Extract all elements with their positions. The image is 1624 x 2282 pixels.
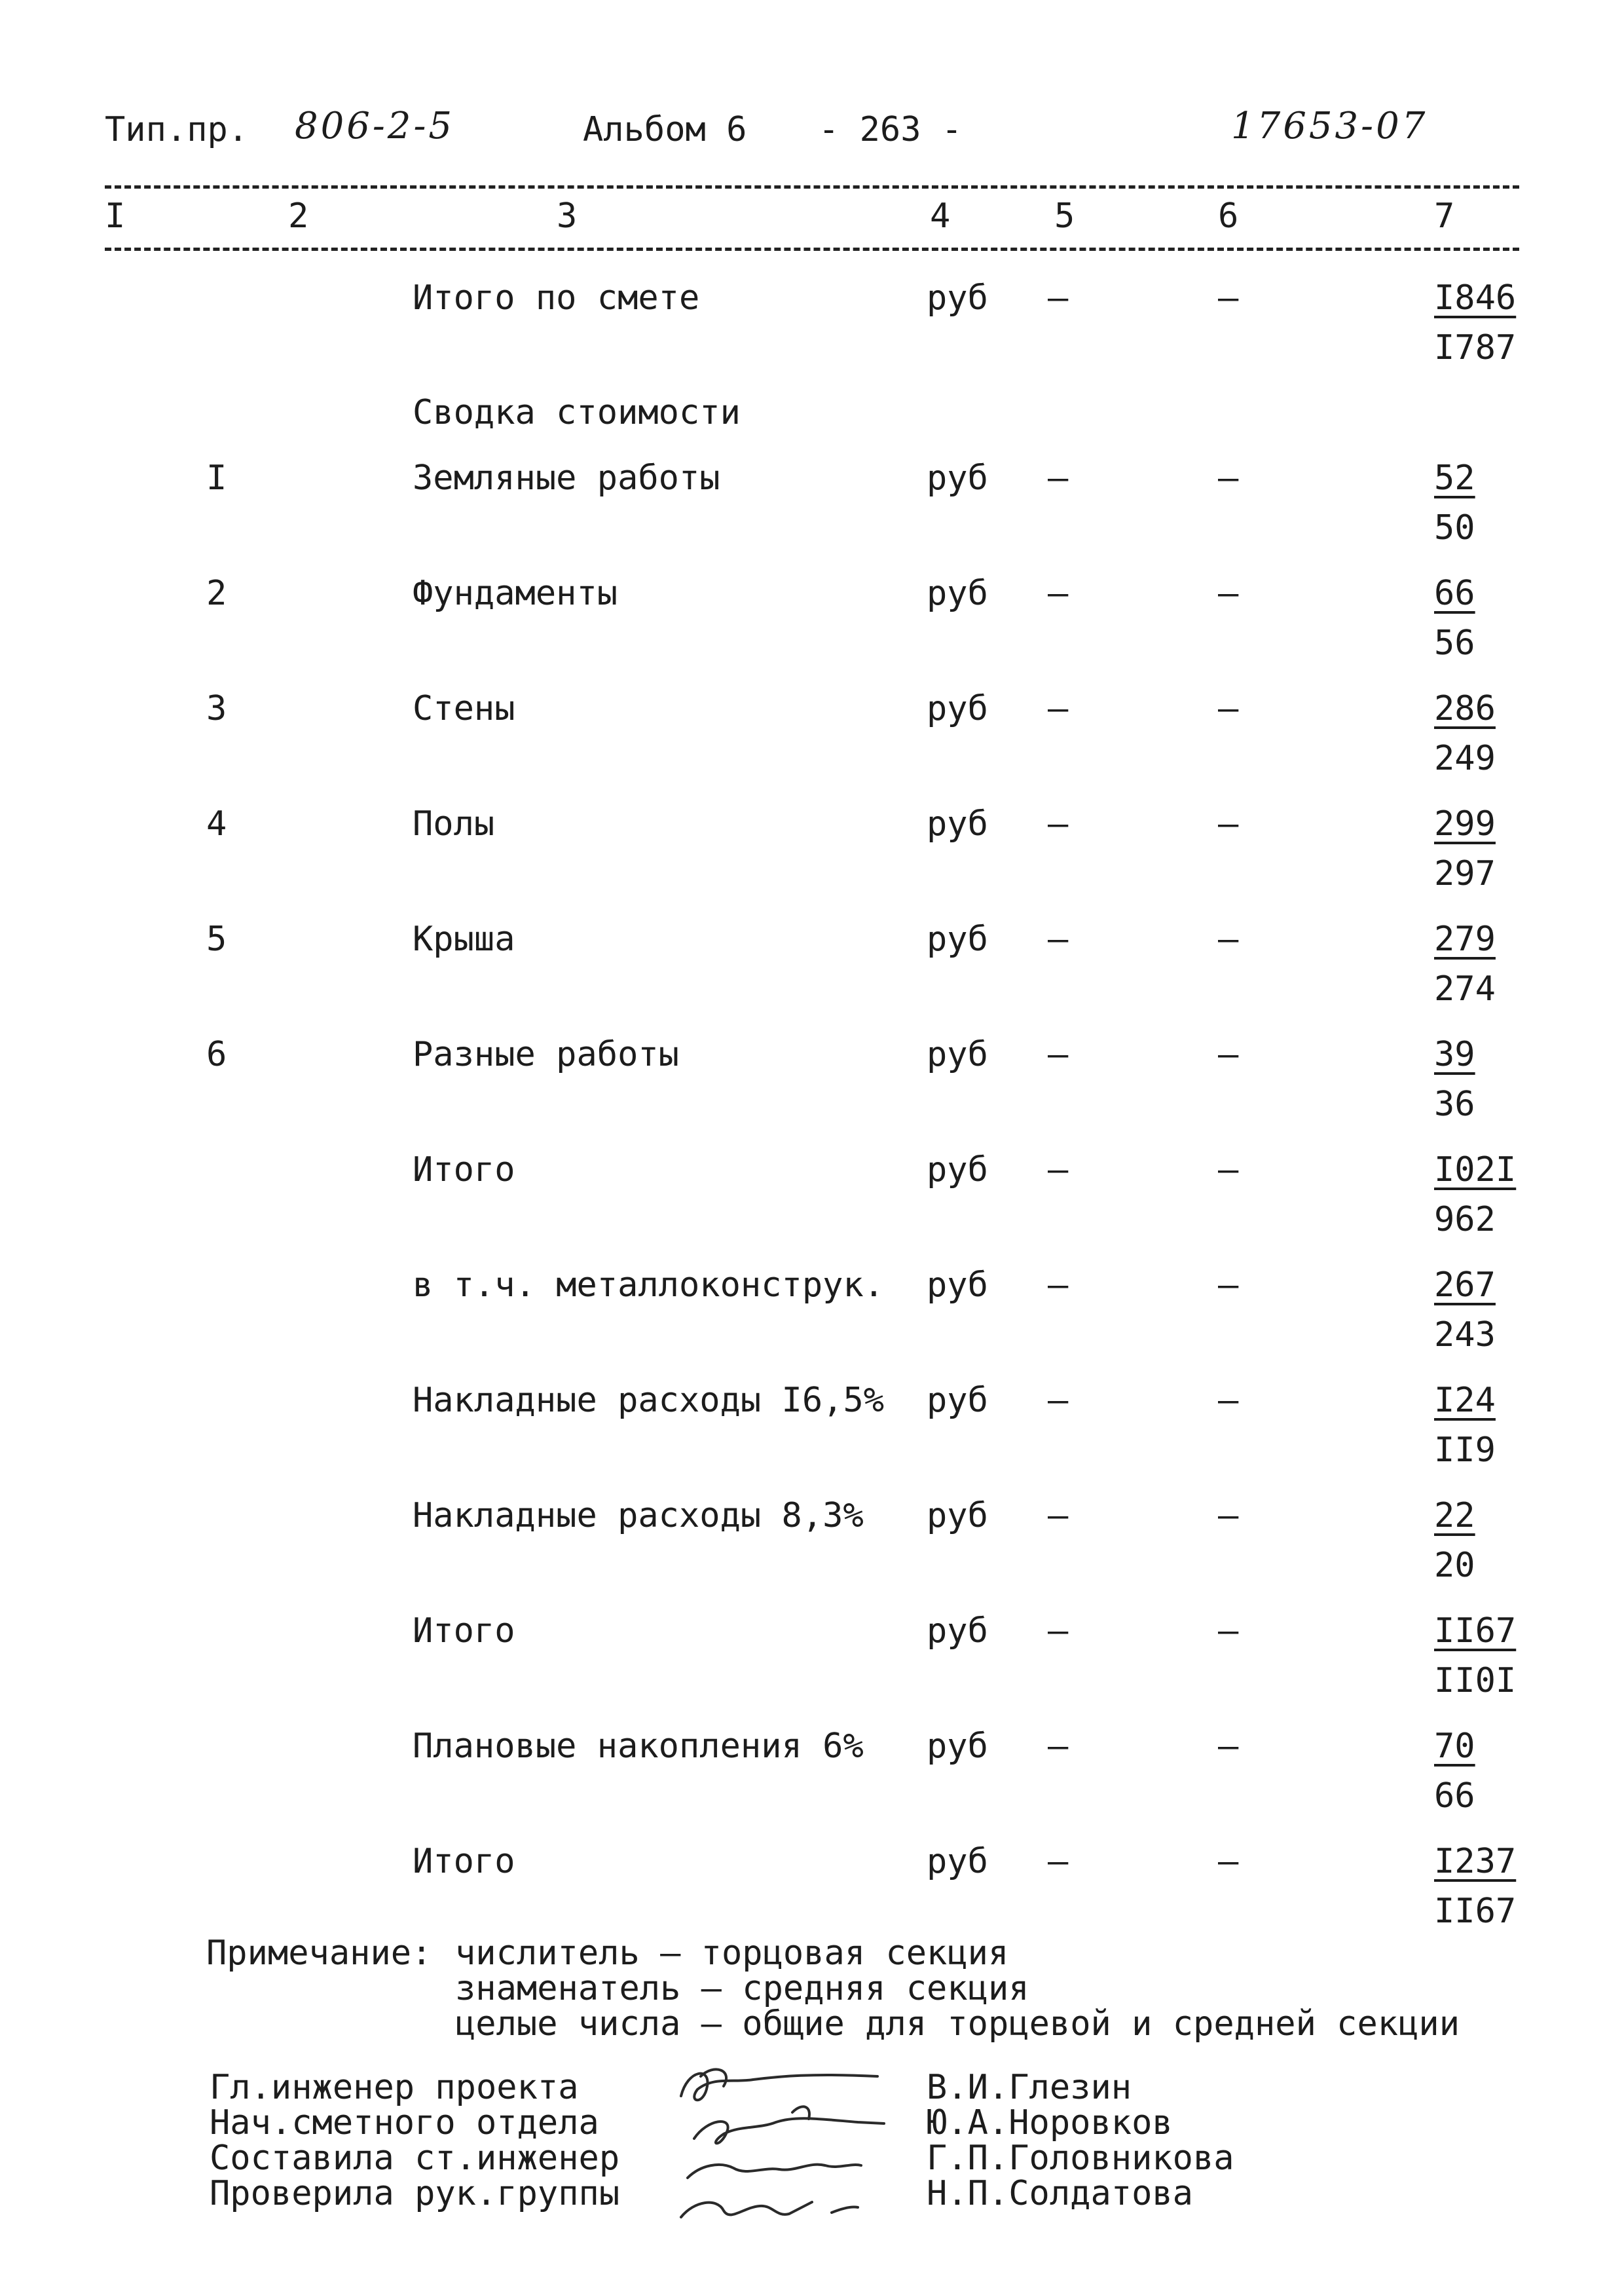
column-6-value: – bbox=[1218, 1381, 1239, 1420]
header-top-rule bbox=[105, 185, 1519, 189]
column-6-value: – bbox=[1218, 1611, 1239, 1651]
album-label: Альбом 6 bbox=[583, 110, 747, 149]
table-row bbox=[0, 278, 1624, 394]
value-denominator: 20 bbox=[1434, 1546, 1475, 1585]
table-row bbox=[0, 1265, 1624, 1381]
value-denominator: 249 bbox=[1434, 739, 1496, 778]
header-bottom-rule bbox=[105, 248, 1519, 251]
column-6-value: – bbox=[1218, 1265, 1239, 1305]
value-numerator: I02I bbox=[1434, 1150, 1517, 1189]
column-6-value: – bbox=[1218, 920, 1239, 959]
value-denominator: 962 bbox=[1434, 1200, 1496, 1239]
value-numerator: 52 bbox=[1434, 458, 1475, 498]
value-numerator: II67 bbox=[1434, 1611, 1517, 1651]
item-name: Итого bbox=[413, 1150, 515, 1189]
column-5-value: – bbox=[1048, 689, 1069, 728]
column-5-value: – bbox=[1048, 1150, 1069, 1189]
column-header-6: 6 bbox=[1218, 196, 1239, 236]
column-5-value: – bbox=[1048, 1496, 1069, 1535]
value-numerator: I846 bbox=[1434, 278, 1517, 318]
item-name: Итого bbox=[413, 1611, 515, 1651]
page-number: - 263 - bbox=[819, 110, 963, 149]
column-6-value: – bbox=[1218, 804, 1239, 844]
unit: руб bbox=[927, 278, 988, 318]
unit: руб bbox=[927, 1611, 988, 1651]
column-6-value: – bbox=[1218, 1150, 1239, 1189]
unit: руб bbox=[927, 804, 988, 844]
column-5-value: – bbox=[1048, 804, 1069, 844]
signatory-name: В.И.Глезин bbox=[927, 2068, 1132, 2107]
unit: руб bbox=[927, 1150, 988, 1189]
table-row bbox=[0, 1035, 1624, 1150]
item-name: в т.ч. металлоконструк. bbox=[413, 1265, 885, 1305]
column-header-7: 7 bbox=[1434, 196, 1455, 236]
item-name: Плановые накопления 6% bbox=[413, 1727, 864, 1766]
item-name: Стены bbox=[413, 689, 515, 728]
note-line: целые числа – общие для торцевой и средней секции bbox=[455, 2004, 1460, 2044]
unit: руб bbox=[927, 458, 988, 498]
row-number: 4 bbox=[206, 804, 227, 844]
column-6-value: – bbox=[1218, 1035, 1239, 1074]
table-row bbox=[0, 1381, 1624, 1496]
row-number: 6 bbox=[206, 1035, 227, 1074]
column-6-value: – bbox=[1218, 1842, 1239, 1881]
table-row bbox=[0, 1150, 1624, 1265]
column-6-value: – bbox=[1218, 458, 1239, 498]
unit: руб bbox=[927, 689, 988, 728]
value-denominator: 66 bbox=[1434, 1776, 1475, 1816]
signatory-name: Г.П.Головникова bbox=[927, 2139, 1234, 2178]
value-denominator: 50 bbox=[1434, 508, 1475, 548]
unit: руб bbox=[927, 1496, 988, 1535]
table-row bbox=[0, 458, 1624, 574]
unit: руб bbox=[927, 920, 988, 959]
table-row bbox=[0, 1611, 1624, 1727]
type-project-label: Тип.пр. bbox=[105, 110, 249, 149]
signatory-role: Нач.сметного отдела bbox=[210, 2103, 599, 2142]
handwritten-signatures bbox=[661, 2050, 910, 2234]
value-denominator: 243 bbox=[1434, 1315, 1496, 1355]
column-5-value: – bbox=[1048, 458, 1069, 498]
value-numerator: 70 bbox=[1434, 1727, 1475, 1766]
table-row bbox=[0, 1727, 1624, 1842]
unit: руб bbox=[927, 1842, 988, 1881]
column-header-4: 4 bbox=[930, 196, 951, 236]
column-header-3: 3 bbox=[557, 196, 578, 236]
value-numerator: 279 bbox=[1434, 920, 1496, 959]
item-name: Накладные расходы 8,3% bbox=[413, 1496, 864, 1535]
value-denominator: II67 bbox=[1434, 1892, 1517, 1931]
note-label: Примечание: bbox=[206, 1934, 432, 1973]
column-6-value: – bbox=[1218, 689, 1239, 728]
value-denominator: 36 bbox=[1434, 1085, 1475, 1124]
column-5-value: – bbox=[1048, 920, 1069, 959]
table-row bbox=[0, 1496, 1624, 1611]
signatory-name: Н.П.Солдатова bbox=[927, 2174, 1193, 2213]
row-number: 3 bbox=[206, 689, 227, 728]
value-denominator: II0I bbox=[1434, 1661, 1517, 1700]
note-line: знаменатель – средняя секция bbox=[455, 1969, 1029, 2008]
column-5-value: – bbox=[1048, 278, 1069, 318]
table-row bbox=[0, 920, 1624, 1035]
column-5-value: – bbox=[1048, 1842, 1069, 1881]
column-header-2: 2 bbox=[288, 196, 309, 236]
unit: руб bbox=[927, 1381, 988, 1420]
column-header-1: I bbox=[105, 196, 126, 236]
section-heading: Сводка стоимости bbox=[413, 393, 741, 432]
value-numerator: I24 bbox=[1434, 1381, 1496, 1420]
row-number: 5 bbox=[206, 920, 227, 959]
signatory-role: Проверила рук.группы bbox=[210, 2174, 620, 2213]
value-numerator: 22 bbox=[1434, 1496, 1475, 1535]
column-6-value: – bbox=[1218, 1496, 1239, 1535]
value-denominator: 274 bbox=[1434, 969, 1496, 1009]
value-denominator: 56 bbox=[1434, 624, 1475, 663]
item-name: Итого bbox=[413, 1842, 515, 1881]
unit: руб bbox=[927, 1035, 988, 1074]
note-line: числитель – торцовая секция bbox=[455, 1934, 1009, 1973]
item-name: Фундаменты bbox=[413, 574, 618, 613]
signatory-role: Гл.инженер проекта bbox=[210, 2068, 579, 2107]
item-name: Крыша bbox=[413, 920, 515, 959]
column-5-value: – bbox=[1048, 1381, 1069, 1420]
signatory-name: Ю.А.Норовков bbox=[927, 2103, 1173, 2142]
column-5-value: – bbox=[1048, 1611, 1069, 1651]
column-5-value: – bbox=[1048, 1265, 1069, 1305]
document-number: 17653-07 bbox=[1231, 105, 1428, 147]
unit: руб bbox=[927, 1727, 988, 1766]
value-denominator: I787 bbox=[1434, 328, 1517, 367]
column-5-value: – bbox=[1048, 574, 1069, 613]
value-numerator: 66 bbox=[1434, 574, 1475, 613]
item-name: Полы bbox=[413, 804, 495, 844]
item-name: Разные работы bbox=[413, 1035, 679, 1074]
row-number: 2 bbox=[206, 574, 227, 613]
value-numerator: 299 bbox=[1434, 804, 1496, 844]
unit: руб bbox=[927, 574, 988, 613]
column-5-value: – bbox=[1048, 1727, 1069, 1766]
table-row bbox=[0, 689, 1624, 804]
value-denominator: 297 bbox=[1434, 854, 1496, 893]
column-header-5: 5 bbox=[1054, 196, 1075, 236]
item-name: Накладные расходы I6,5% bbox=[413, 1381, 885, 1420]
column-5-value: – bbox=[1048, 1035, 1069, 1074]
row-number: I bbox=[206, 458, 227, 498]
value-numerator: 267 bbox=[1434, 1265, 1496, 1305]
column-6-value: – bbox=[1218, 1727, 1239, 1766]
value-numerator: 39 bbox=[1434, 1035, 1475, 1074]
item-name: Земляные работы bbox=[413, 458, 720, 498]
item-name: Итого по смете bbox=[413, 278, 700, 318]
value-denominator: II9 bbox=[1434, 1431, 1496, 1470]
unit: руб bbox=[927, 1265, 988, 1305]
signatory-role: Составила ст.инженер bbox=[210, 2139, 620, 2178]
value-numerator: I237 bbox=[1434, 1842, 1517, 1881]
table-row bbox=[0, 804, 1624, 920]
table-row bbox=[0, 574, 1624, 689]
column-6-value: – bbox=[1218, 574, 1239, 613]
value-numerator: 286 bbox=[1434, 689, 1496, 728]
project-code: 806-2-5 bbox=[295, 105, 454, 147]
column-6-value: – bbox=[1218, 278, 1239, 318]
